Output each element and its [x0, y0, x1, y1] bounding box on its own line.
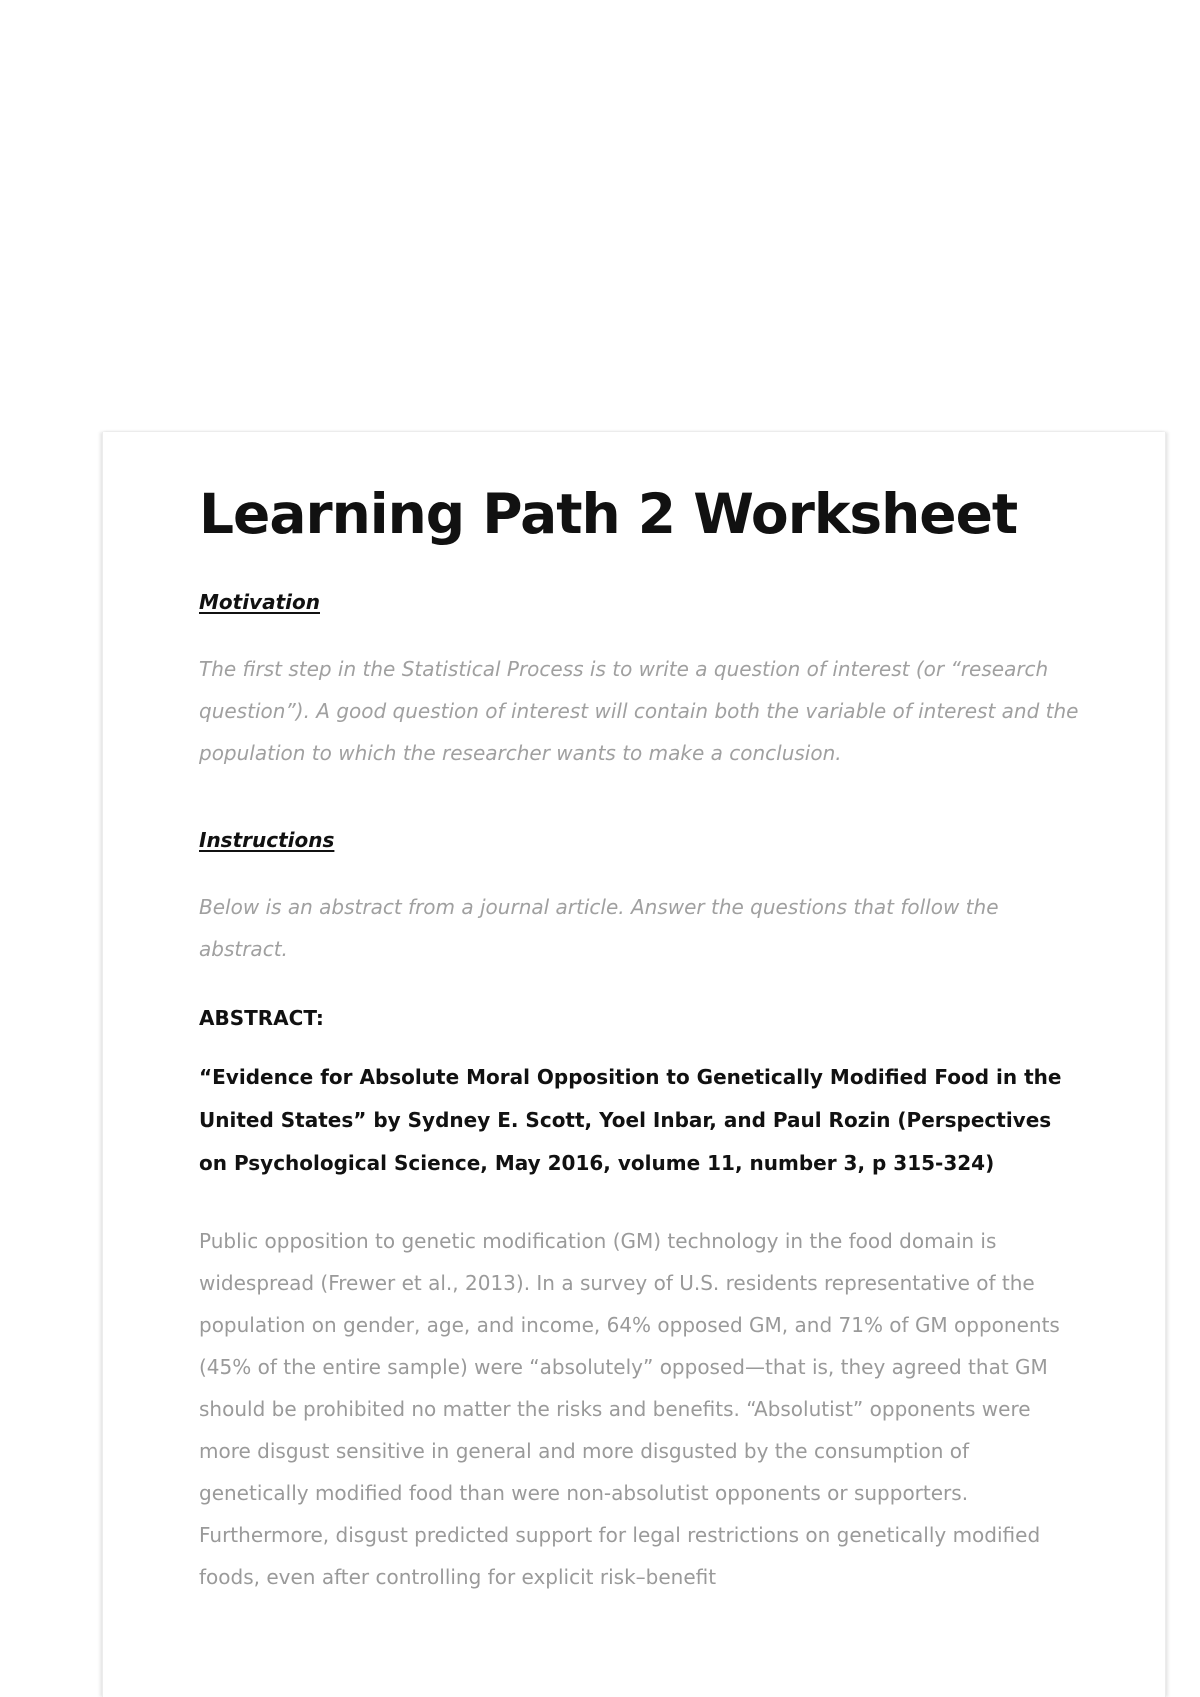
motivation-text: The first step in the Statistical Process is to write a question of interest (or “research question”). A good question of interest will contain both the variable of interest and the population to which the researcher wants to make a conclusion.: [199, 657, 1079, 765]
abstract-body: Public opposition to genetic modification (GM) technology in the food domain is widespread (Frewer et al., 2013). In a survey of U.S. residents representative of the population on gender, age, and income, 64% opposed GM, and 71% of GM opponents (45% of the entire sample) were “absolutely” opposed—that is, they agreed that GM should be prohibited no matter the risks and benefits. “Absolutist” opponents were more disgust sensitive in general and more disgusted by the consumption of genetically modified food than were non-absolutist opponents or supporters. Furthermore, disgust predicted support for legal restrictions on genetically modified foods, even after controlling for explicit risk–benefit: [199, 1229, 1060, 1589]
article-citation: “Evidence for Absolute Moral Opposition to Genetically Modified Food in the United States” by Sydney E. Scott, Yoel Inbar, and Paul Rozin (Perspectives on Psychological Science, May 2016, volume 11, number 3, p 315-324): [199, 1065, 1062, 1175]
document-card: [102, 432, 1166, 1697]
instructions-text: Below is an abstract from a journal article. Answer the questions that follow the abstract.: [199, 895, 999, 961]
motivation-heading: Motivation: [199, 590, 320, 614]
page-title: Learning Path 2 Worksheet: [199, 482, 1018, 546]
instructions-heading: Instructions: [199, 828, 335, 852]
abstract-label: ABSTRACT:: [199, 1006, 324, 1030]
